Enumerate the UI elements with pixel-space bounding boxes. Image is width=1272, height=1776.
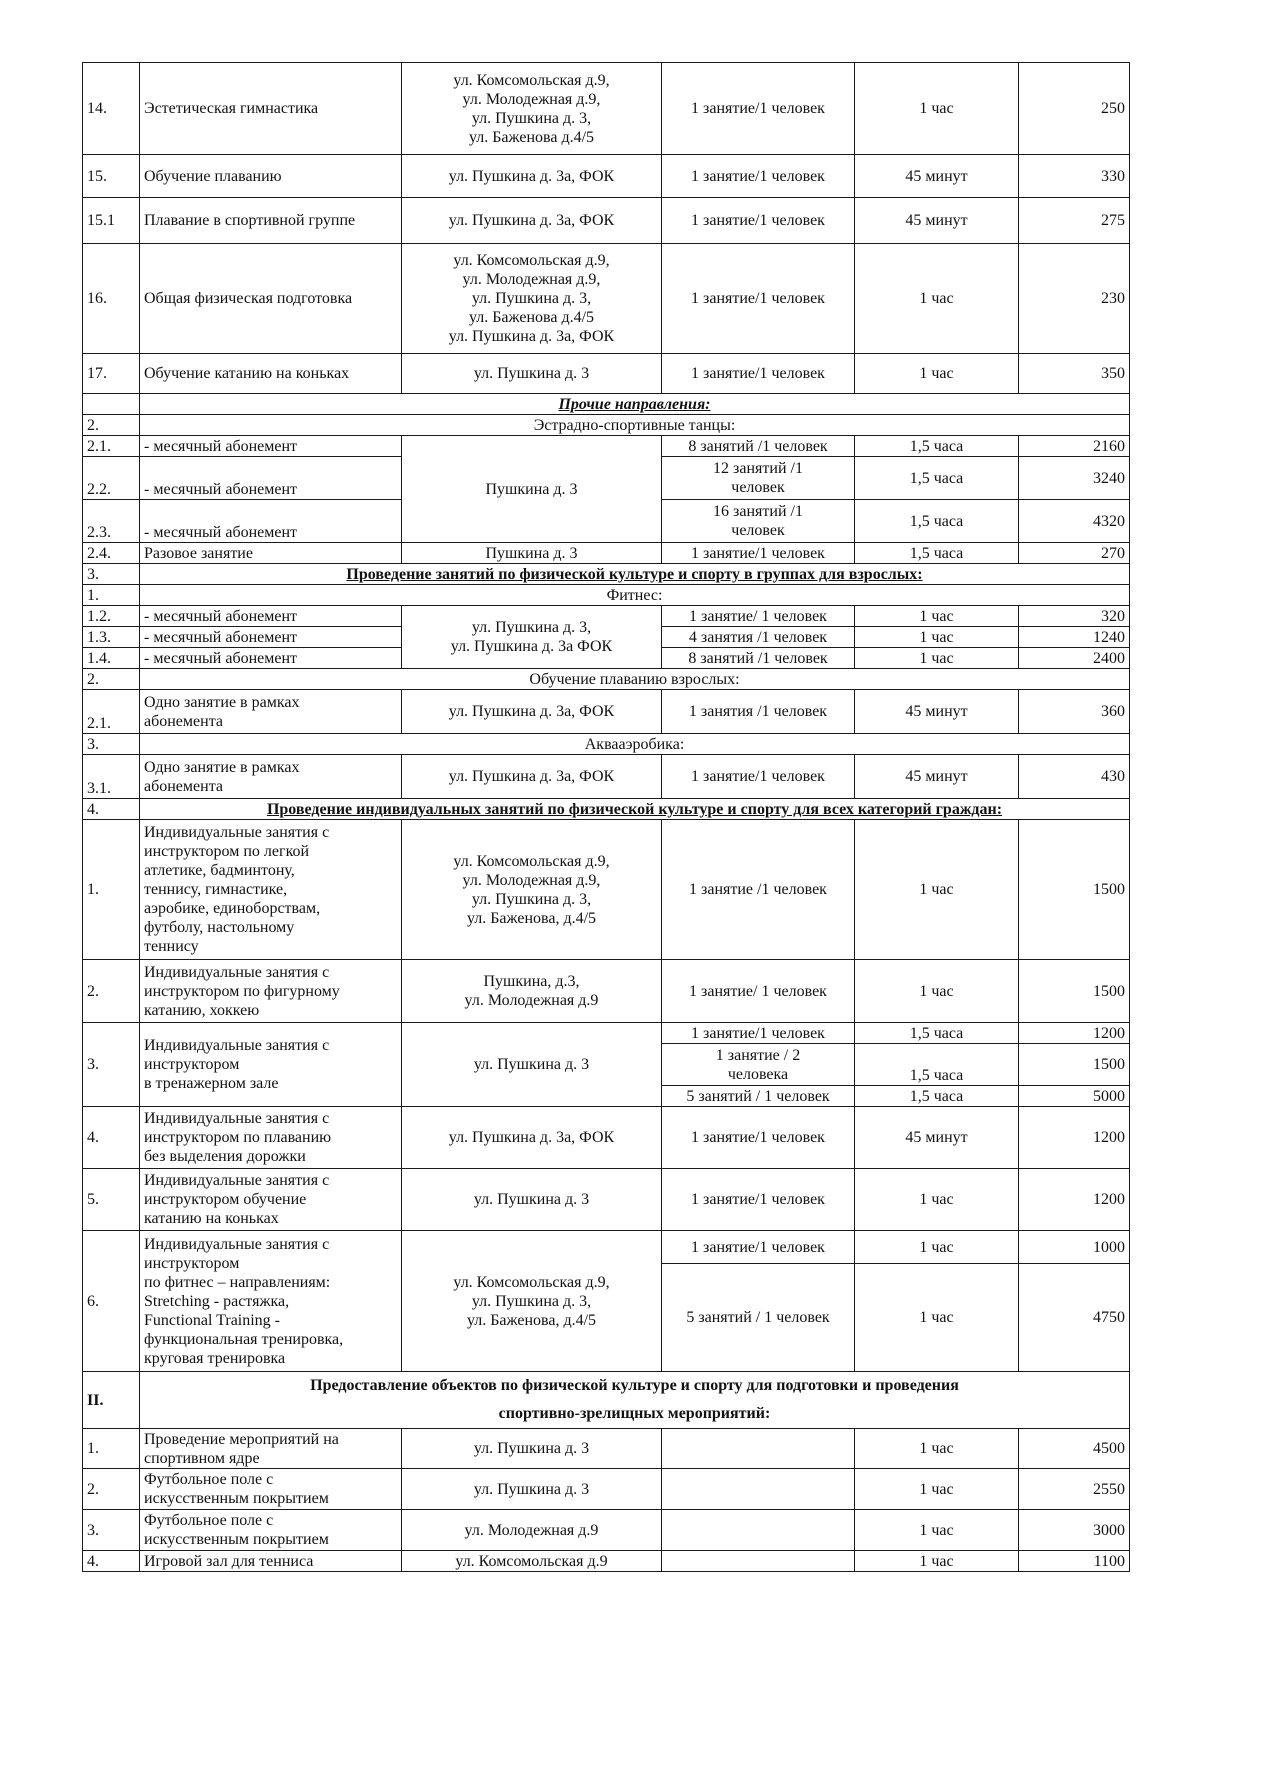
- duration: 45 минут: [855, 1107, 1019, 1169]
- unit: 1 занятие/1 человек: [662, 198, 855, 244]
- row-number: 6.: [83, 1231, 140, 1372]
- section-row: [83, 734, 1130, 755]
- table-row: [83, 1107, 1130, 1169]
- address: ул. Пушкина д. 3, ул. Пушкина д. 3а ФОК: [402, 606, 662, 669]
- price: 350: [1019, 354, 1130, 394]
- unit: [662, 1469, 855, 1510]
- table-row: [83, 820, 1130, 960]
- unit: 1 занятие/ 1 человек: [662, 606, 855, 627]
- section-heading: Предоставление объектов по физической культуре и спорту для подготовки и проведения спортивно-зрелищных мероприятий:: [140, 1372, 1130, 1429]
- table-row: [83, 960, 1130, 1023]
- address: ул. Пушкина д. 3: [402, 1169, 662, 1231]
- table-row: [83, 1551, 1130, 1572]
- address: ул. Комсомольская д.9, ул. Пушкина д. 3, ул. Баженова, д.4/5: [402, 1231, 662, 1372]
- price: 1500: [1019, 820, 1130, 960]
- duration: 1 час: [855, 1469, 1019, 1510]
- price: 2160: [1019, 436, 1130, 457]
- row-number: 2.1.: [83, 690, 140, 734]
- price: 2550: [1019, 1469, 1130, 1510]
- row-number: 3.1.: [83, 755, 140, 799]
- duration: 1,5 часа: [855, 1044, 1019, 1086]
- address: ул. Пушкина д. 3: [402, 354, 662, 394]
- row-number: 4.: [83, 1551, 140, 1572]
- address: ул. Пушкина д. 3а, ФОК: [402, 1107, 662, 1169]
- duration: 1 час: [855, 1264, 1019, 1372]
- price: 250: [1019, 63, 1130, 155]
- address: ул. Пушкина д. 3а, ФОК: [402, 755, 662, 799]
- duration: 1 час: [855, 960, 1019, 1023]
- table-row: [83, 543, 1130, 564]
- unit: [662, 1551, 855, 1572]
- price: 360: [1019, 690, 1130, 734]
- duration: 1 час: [855, 1510, 1019, 1551]
- service-name: Одно занятие в рамках абонемента: [140, 690, 402, 734]
- row-number: 4.: [83, 799, 140, 820]
- table-row: [83, 436, 1130, 457]
- price: 430: [1019, 755, 1130, 799]
- address: ул. Молодежная д.9: [402, 1510, 662, 1551]
- section-row: [83, 585, 1130, 606]
- table-row: [83, 198, 1130, 244]
- row-number: 1.: [83, 1429, 140, 1469]
- service-name: Плавание в спортивной группе: [140, 198, 402, 244]
- duration: 1,5 часа: [855, 1023, 1019, 1044]
- duration: 1,5 часа: [855, 457, 1019, 500]
- service-name: Игровой зал для тенниса: [140, 1551, 402, 1572]
- address: ул. Пушкина д. 3: [402, 1429, 662, 1469]
- unit: 4 занятия /1 человек: [662, 627, 855, 648]
- duration: 1,5 часа: [855, 436, 1019, 457]
- row-number: 3.: [83, 734, 140, 755]
- price: 1200: [1019, 1169, 1130, 1231]
- service-name: Обучение плаванию: [140, 155, 402, 198]
- row-number: 2.1.: [83, 436, 140, 457]
- section-heading: Эстрадно-спортивные танцы:: [140, 415, 1130, 436]
- duration: 1 час: [855, 244, 1019, 354]
- price: 275: [1019, 198, 1130, 244]
- price: 1100: [1019, 1551, 1130, 1572]
- price: 4500: [1019, 1429, 1130, 1469]
- unit: 8 занятий /1 человек: [662, 648, 855, 669]
- unit: 12 занятий /1 человек: [662, 457, 855, 500]
- price: 1000: [1019, 1231, 1130, 1264]
- unit: 5 занятий / 1 человек: [662, 1264, 855, 1372]
- row-number: 1.2.: [83, 606, 140, 627]
- unit: 1 занятие/1 человек: [662, 1107, 855, 1169]
- unit: 1 занятие/1 человек: [662, 543, 855, 564]
- unit: 16 занятий /1 человек: [662, 500, 855, 543]
- service-name: Одно занятие в рамках абонемента: [140, 755, 402, 799]
- service-name: Индивидуальные занятия с инструктором по фигурному катанию, хоккею: [140, 960, 402, 1023]
- price: 4320: [1019, 500, 1130, 543]
- duration: 45 минут: [855, 198, 1019, 244]
- table-row: [83, 690, 1130, 734]
- section-heading: Проведение занятий по физической культуре и спорту в группах для взрослых:: [140, 564, 1130, 585]
- table-row: [83, 755, 1130, 799]
- section-heading: Проведение индивидуальных занятий по физической культуре и спорту для всех категорий граждан:: [140, 799, 1130, 820]
- row-number: 15.1: [83, 198, 140, 244]
- section-row: [83, 415, 1130, 436]
- row-number: 15.: [83, 155, 140, 198]
- address: ул. Комсомольская д.9, ул. Молодежная д.9, ул. Пушкина д. 3, ул. Баженова д.4/5 ул. Пушкина д. 3а, ФОК: [402, 244, 662, 354]
- section-heading: Фитнес:: [140, 585, 1130, 606]
- table-row: [83, 1510, 1130, 1551]
- address: ул. Комсомольская д.9, ул. Молодежная д.9, ул. Пушкина д. 3, ул. Баженова д.4/5: [402, 63, 662, 155]
- duration: 1,5 часа: [855, 543, 1019, 564]
- section-row: [83, 394, 1130, 415]
- service-name: - месячный абонемент: [140, 500, 402, 543]
- service-name: Индивидуальные занятия с инструктором в тренажерном зале: [140, 1023, 402, 1107]
- unit: 1 занятие/1 человек: [662, 1023, 855, 1044]
- address: ул. Пушкина д. 3а, ФОК: [402, 155, 662, 198]
- unit: 5 занятий / 1 человек: [662, 1086, 855, 1107]
- table-row: [83, 606, 1130, 627]
- price: 3240: [1019, 457, 1130, 500]
- unit: [662, 1510, 855, 1551]
- address: ул. Комсомольская д.9: [402, 1551, 662, 1572]
- service-name: Эстетическая гимнастика: [140, 63, 402, 155]
- duration: 1,5 часа: [855, 1086, 1019, 1107]
- duration: 1,5 часа: [855, 500, 1019, 543]
- service-name: - месячный абонемент: [140, 627, 402, 648]
- unit: 1 занятие/1 человек: [662, 354, 855, 394]
- price: 1200: [1019, 1023, 1130, 1044]
- service-name: Индивидуальные занятия с инструктором по фитнес – направлениям: Stretching - растяжка, Functional Training - функциональная тренировка, круговая тренировка: [140, 1231, 402, 1372]
- row-number: 2.: [83, 960, 140, 1023]
- row-number: II.: [83, 1372, 140, 1429]
- table-row: [83, 244, 1130, 354]
- row-number: 3.: [83, 1510, 140, 1551]
- price: 330: [1019, 155, 1130, 198]
- service-name: Проведение мероприятий на спортивном ядре: [140, 1429, 402, 1469]
- price: 3000: [1019, 1510, 1130, 1551]
- table-row: [83, 155, 1130, 198]
- section-row: [83, 1372, 1130, 1429]
- unit: 1 занятие/1 человек: [662, 244, 855, 354]
- section-row: [83, 669, 1130, 690]
- service-name: Общая физическая подготовка: [140, 244, 402, 354]
- row-number: 1.3.: [83, 627, 140, 648]
- duration: 1 час: [855, 354, 1019, 394]
- address: ул. Пушкина д. 3: [402, 1469, 662, 1510]
- address: Пушкина д. 3: [402, 436, 662, 543]
- price: 1500: [1019, 1044, 1130, 1086]
- unit: 1 занятие/1 человек: [662, 1169, 855, 1231]
- duration: 1 час: [855, 1551, 1019, 1572]
- service-name: Индивидуальные занятия с инструктором по легкой атлетике, бадминтону, теннису, гимнастике, аэробике, единоборствам, футболу, настольному теннису: [140, 820, 402, 960]
- duration: 45 минут: [855, 755, 1019, 799]
- address: ул. Пушкина д. 3а, ФОК: [402, 690, 662, 734]
- service-name: - месячный абонемент: [140, 436, 402, 457]
- row-number: 1.: [83, 820, 140, 960]
- section-row: [83, 564, 1130, 585]
- duration: 1 час: [855, 627, 1019, 648]
- row-number: 2.: [83, 415, 140, 436]
- address: ул. Пушкина д. 3: [402, 1023, 662, 1107]
- price: 1500: [1019, 960, 1130, 1023]
- row-number: 5.: [83, 1169, 140, 1231]
- table-row: [83, 1469, 1130, 1510]
- price: 5000: [1019, 1086, 1130, 1107]
- row-number: 2.2.: [83, 457, 140, 500]
- section-heading: Обучение плаванию взрослых:: [140, 669, 1130, 690]
- price: 270: [1019, 543, 1130, 564]
- unit: 1 занятие /1 человек: [662, 820, 855, 960]
- row-number: 1.: [83, 585, 140, 606]
- address: ул. Комсомольская д.9, ул. Молодежная д.9, ул. Пушкина д. 3, ул. Баженова, д.4/5: [402, 820, 662, 960]
- price: 320: [1019, 606, 1130, 627]
- row-number: 16.: [83, 244, 140, 354]
- unit: 1 занятие/1 человек: [662, 155, 855, 198]
- duration: 45 минут: [855, 155, 1019, 198]
- row-number: 2.4.: [83, 543, 140, 564]
- row-number: 2.3.: [83, 500, 140, 543]
- price-table: [82, 62, 1130, 1572]
- unit: 1 занятие/1 человек: [662, 1231, 855, 1264]
- row-number: 4.: [83, 1107, 140, 1169]
- duration: 1 час: [855, 1231, 1019, 1264]
- unit: 1 занятие / 2 человека: [662, 1044, 855, 1086]
- section-heading: Аквааэробика:: [140, 734, 1130, 755]
- unit: 1 занятие/1 человек: [662, 63, 855, 155]
- price: 2400: [1019, 648, 1130, 669]
- address: ул. Пушкина д. 3а, ФОК: [402, 198, 662, 244]
- service-name: Футбольное поле с искусственным покрытием: [140, 1469, 402, 1510]
- price: 4750: [1019, 1264, 1130, 1372]
- address: Пушкина д. 3: [402, 543, 662, 564]
- service-name: - месячный абонемент: [140, 457, 402, 500]
- table-row: [83, 1231, 1130, 1264]
- address: Пушкина, д.3, ул. Молодежная д.9: [402, 960, 662, 1023]
- service-name: Обучение катанию на коньках: [140, 354, 402, 394]
- duration: 1 час: [855, 1429, 1019, 1469]
- table-row: [83, 1169, 1130, 1231]
- unit: [662, 1429, 855, 1469]
- table-row: [83, 1023, 1130, 1044]
- price: 230: [1019, 244, 1130, 354]
- table-row: [83, 63, 1130, 155]
- duration: 1 час: [855, 648, 1019, 669]
- duration: 45 минут: [855, 690, 1019, 734]
- duration: 1 час: [855, 606, 1019, 627]
- service-name: - месячный абонемент: [140, 606, 402, 627]
- unit: 1 занятие/ 1 человек: [662, 960, 855, 1023]
- duration: 1 час: [855, 63, 1019, 155]
- price: 1240: [1019, 627, 1130, 648]
- service-name: Индивидуальные занятия с инструктором по плаванию без выделения дорожки: [140, 1107, 402, 1169]
- row-number: 17.: [83, 354, 140, 394]
- row-number: 1.4.: [83, 648, 140, 669]
- unit: 8 занятий /1 человек: [662, 436, 855, 457]
- row-number: 3.: [83, 564, 140, 585]
- table-row: [83, 1429, 1130, 1469]
- row-number: 2.: [83, 669, 140, 690]
- price: 1200: [1019, 1107, 1130, 1169]
- section-row: [83, 799, 1130, 820]
- service-name: Индивидуальные занятия с инструктором обучение катанию на коньках: [140, 1169, 402, 1231]
- service-name: Футбольное поле с искусственным покрытием: [140, 1510, 402, 1551]
- table-row: [83, 354, 1130, 394]
- duration: 1 час: [855, 820, 1019, 960]
- row-number: 3.: [83, 1023, 140, 1107]
- service-name: Разовое занятие: [140, 543, 402, 564]
- unit: 1 занятие/1 человек: [662, 755, 855, 799]
- unit: 1 занятия /1 человек: [662, 690, 855, 734]
- row-number: 2.: [83, 1469, 140, 1510]
- section-heading: Прочие направления:: [140, 394, 1130, 415]
- row-number: 14.: [83, 63, 140, 155]
- duration: 1 час: [855, 1169, 1019, 1231]
- service-name: - месячный абонемент: [140, 648, 402, 669]
